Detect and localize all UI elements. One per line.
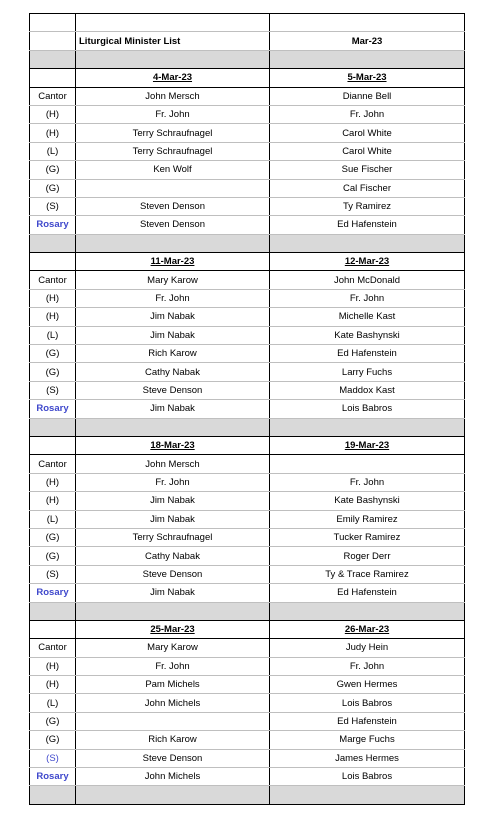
saturday-minister[interactable]: Steve Denson <box>76 381 270 399</box>
role-cell[interactable]: Rosary <box>30 400 76 418</box>
minister-row <box>30 105 465 123</box>
minister-schedule-sheet <box>29 13 464 805</box>
saturday-minister[interactable]: Steven Denson <box>76 197 270 215</box>
saturday-minister[interactable]: Fr. John <box>76 657 270 675</box>
sunday-minister[interactable]: Ed Hafenstein <box>270 584 465 602</box>
sunday-minister[interactable]: James Hermes <box>270 749 465 767</box>
sunday-minister[interactable]: Fr. John <box>270 105 465 123</box>
role-cell[interactable]: (H) <box>30 289 76 307</box>
saturday-minister[interactable]: Mary Karow <box>76 639 270 657</box>
date-sun[interactable]: 26-Mar-23 <box>270 620 465 638</box>
saturday-minister[interactable]: Fr. John <box>76 473 270 491</box>
minister-row <box>30 345 465 363</box>
separator-row <box>30 50 465 68</box>
role-cell[interactable]: Cantor <box>30 271 76 289</box>
saturday-minister[interactable]: John Michels <box>76 768 270 786</box>
role-cell[interactable]: (G) <box>30 345 76 363</box>
cell[interactable] <box>76 14 270 32</box>
date-sat[interactable]: 18-Mar-23 <box>76 436 270 454</box>
sunday-minister[interactable]: Ed Hafenstein <box>270 712 465 730</box>
saturday-minister[interactable]: Ken Wolf <box>76 161 270 179</box>
minister-row <box>30 547 465 565</box>
cell[interactable] <box>30 69 76 87</box>
sunday-minister[interactable]: Fr. John <box>270 657 465 675</box>
sunday-minister[interactable]: Sue Fischer <box>270 161 465 179</box>
role-cell[interactable]: (H) <box>30 124 76 142</box>
cell[interactable] <box>30 14 76 32</box>
minister-row <box>30 657 465 675</box>
cell[interactable] <box>76 234 270 252</box>
role-cell[interactable]: (H) <box>30 657 76 675</box>
role-cell[interactable]: Rosary <box>30 216 76 234</box>
cell[interactable] <box>30 253 76 271</box>
list-title[interactable]: Liturgical Minister List <box>76 32 270 50</box>
saturday-minister[interactable]: Jim Nabak <box>76 400 270 418</box>
saturday-minister[interactable]: Steve Denson <box>76 565 270 583</box>
cell[interactable] <box>270 418 465 436</box>
minister-row <box>30 694 465 712</box>
role-cell[interactable]: (L) <box>30 694 76 712</box>
sunday-minister[interactable]: Marge Fuchs <box>270 731 465 749</box>
separator-row <box>30 418 465 436</box>
minister-row <box>30 676 465 694</box>
saturday-minister[interactable]: Fr. John <box>76 289 270 307</box>
role-cell[interactable]: (S) <box>30 381 76 399</box>
cell[interactable] <box>30 602 76 620</box>
minister-row <box>30 749 465 767</box>
cell[interactable] <box>76 602 270 620</box>
sunday-minister[interactable]: Dianne Bell <box>270 87 465 105</box>
minister-row <box>30 161 465 179</box>
sunday-minister[interactable]: Michelle Kast <box>270 308 465 326</box>
role-cell[interactable]: (S) <box>30 565 76 583</box>
sunday-minister[interactable]: Maddox Kast <box>270 381 465 399</box>
minister-row <box>30 565 465 583</box>
saturday-minister[interactable]: Terry Schraufnagel <box>76 142 270 160</box>
sunday-minister[interactable]: Gwen Hermes <box>270 676 465 694</box>
minister-row <box>30 731 465 749</box>
separator-row <box>30 234 465 252</box>
role-cell[interactable]: (G) <box>30 547 76 565</box>
sunday-minister[interactable]: Emily Ramirez <box>270 510 465 528</box>
saturday-minister[interactable]: Rich Karow <box>76 345 270 363</box>
role-cell[interactable]: (H) <box>30 308 76 326</box>
sunday-minister[interactable]: Ed Hafenstein <box>270 216 465 234</box>
saturday-minister[interactable] <box>76 179 270 197</box>
sunday-minister[interactable]: Larry Fuchs <box>270 363 465 381</box>
minister-row <box>30 87 465 105</box>
date-sat[interactable]: 4-Mar-23 <box>76 69 270 87</box>
sunday-minister[interactable]: Cal Fischer <box>270 179 465 197</box>
minister-row <box>30 289 465 307</box>
role-cell[interactable]: Rosary <box>30 768 76 786</box>
role-cell[interactable]: (G) <box>30 712 76 730</box>
sunday-minister[interactable]: Kate Bashynski <box>270 492 465 510</box>
sunday-minister[interactable]: Fr. John <box>270 289 465 307</box>
minister-row <box>30 179 465 197</box>
cell[interactable] <box>270 234 465 252</box>
saturday-minister[interactable]: Jim Nabak <box>76 308 270 326</box>
minister-row <box>30 510 465 528</box>
cell[interactable] <box>76 50 270 68</box>
role-cell[interactable]: (H) <box>30 473 76 491</box>
saturday-minister[interactable]: Rich Karow <box>76 731 270 749</box>
cell[interactable] <box>30 436 76 454</box>
sunday-minister[interactable]: Tucker Ramirez <box>270 528 465 546</box>
minister-row <box>30 363 465 381</box>
minister-row <box>30 473 465 491</box>
role-cell[interactable]: (H) <box>30 676 76 694</box>
saturday-minister[interactable]: Steven Denson <box>76 216 270 234</box>
saturday-minister[interactable]: Cathy Nabak <box>76 547 270 565</box>
week-header-row <box>30 253 465 271</box>
week-header-row <box>30 620 465 638</box>
role-cell[interactable]: (G) <box>30 363 76 381</box>
cell[interactable] <box>30 50 76 68</box>
cell[interactable] <box>270 50 465 68</box>
role-cell[interactable]: (L) <box>30 142 76 160</box>
role-cell[interactable]: (S) <box>30 749 76 767</box>
minister-row <box>30 492 465 510</box>
role-cell[interactable]: (H) <box>30 492 76 510</box>
sunday-minister[interactable]: Roger Derr <box>270 547 465 565</box>
cell[interactable] <box>30 234 76 252</box>
cell[interactable] <box>270 786 465 804</box>
saturday-minister[interactable]: Pam Michels <box>76 676 270 694</box>
minister-row <box>30 271 465 289</box>
minister-row <box>30 216 465 234</box>
minister-row <box>30 326 465 344</box>
role-cell[interactable]: Cantor <box>30 639 76 657</box>
sunday-minister[interactable] <box>270 455 465 473</box>
cell[interactable] <box>76 418 270 436</box>
minister-row <box>30 142 465 160</box>
minister-row <box>30 584 465 602</box>
saturday-minister[interactable]: Jim Nabak <box>76 326 270 344</box>
sunday-minister[interactable]: Carol White <box>270 124 465 142</box>
separator-row <box>30 602 465 620</box>
minister-row <box>30 124 465 142</box>
saturday-minister[interactable]: Terry Schraufnagel <box>76 124 270 142</box>
cell[interactable] <box>30 32 76 50</box>
date-sun[interactable]: 19-Mar-23 <box>270 436 465 454</box>
role-cell[interactable]: (L) <box>30 510 76 528</box>
week-header-row <box>30 436 465 454</box>
role-cell[interactable]: Cantor <box>30 455 76 473</box>
saturday-minister[interactable]: John Mersch <box>76 87 270 105</box>
minister-row <box>30 381 465 399</box>
saturday-minister[interactable]: Jim Nabak <box>76 584 270 602</box>
title-row <box>30 32 465 50</box>
sunday-minister[interactable]: Ty Ramirez <box>270 197 465 215</box>
saturday-minister[interactable]: Cathy Nabak <box>76 363 270 381</box>
minister-row <box>30 197 465 215</box>
sunday-minister[interactable]: Carol White <box>270 142 465 160</box>
week-header-row <box>30 69 465 87</box>
role-cell[interactable]: (G) <box>30 179 76 197</box>
sunday-minister[interactable]: Ed Hafenstein <box>270 345 465 363</box>
date-sat[interactable]: 11-Mar-23 <box>76 253 270 271</box>
role-cell[interactable]: (S) <box>30 197 76 215</box>
saturday-minister[interactable]: Terry Schraufnagel <box>76 528 270 546</box>
minister-row <box>30 528 465 546</box>
role-cell[interactable]: (G) <box>30 161 76 179</box>
minister-row <box>30 768 465 786</box>
role-cell[interactable]: Rosary <box>30 584 76 602</box>
cell[interactable] <box>76 786 270 804</box>
minister-table <box>29 13 465 805</box>
cell[interactable] <box>30 786 76 804</box>
sunday-minister[interactable]: Lois Babros <box>270 768 465 786</box>
month-label[interactable]: Mar-23 <box>270 32 465 50</box>
role-cell[interactable]: (G) <box>30 731 76 749</box>
minister-row <box>30 455 465 473</box>
role-cell[interactable]: Cantor <box>30 87 76 105</box>
date-sun[interactable]: 5-Mar-23 <box>270 69 465 87</box>
minister-row <box>30 308 465 326</box>
saturday-minister[interactable]: Mary Karow <box>76 271 270 289</box>
sunday-minister[interactable]: Kate Bashynski <box>270 326 465 344</box>
sunday-minister[interactable]: Fr. John <box>270 473 465 491</box>
saturday-minister[interactable]: John Mersch <box>76 455 270 473</box>
sunday-minister[interactable]: Lois Babros <box>270 400 465 418</box>
saturday-minister[interactable]: Jim Nabak <box>76 510 270 528</box>
minister-row <box>30 639 465 657</box>
saturday-minister[interactable]: Steve Denson <box>76 749 270 767</box>
minister-row <box>30 712 465 730</box>
cell[interactable] <box>30 620 76 638</box>
role-cell[interactable]: (G) <box>30 528 76 546</box>
cell[interactable] <box>30 418 76 436</box>
minister-row <box>30 400 465 418</box>
role-cell[interactable]: (H) <box>30 105 76 123</box>
sunday-minister[interactable]: Ty & Trace Ramirez <box>270 565 465 583</box>
date-sat[interactable]: 25-Mar-23 <box>76 620 270 638</box>
role-cell[interactable]: (L) <box>30 326 76 344</box>
sunday-minister[interactable]: Lois Babros <box>270 694 465 712</box>
date-sun[interactable]: 12-Mar-23 <box>270 253 465 271</box>
saturday-minister[interactable]: John Michels <box>76 694 270 712</box>
blank-row <box>30 14 465 32</box>
sunday-minister[interactable]: Judy Hein <box>270 639 465 657</box>
sunday-minister[interactable]: John McDonald <box>270 271 465 289</box>
cell[interactable] <box>270 14 465 32</box>
saturday-minister[interactable] <box>76 712 270 730</box>
separator-row <box>30 786 465 804</box>
saturday-minister[interactable]: Jim Nabak <box>76 492 270 510</box>
cell[interactable] <box>270 602 465 620</box>
saturday-minister[interactable]: Fr. John <box>76 105 270 123</box>
